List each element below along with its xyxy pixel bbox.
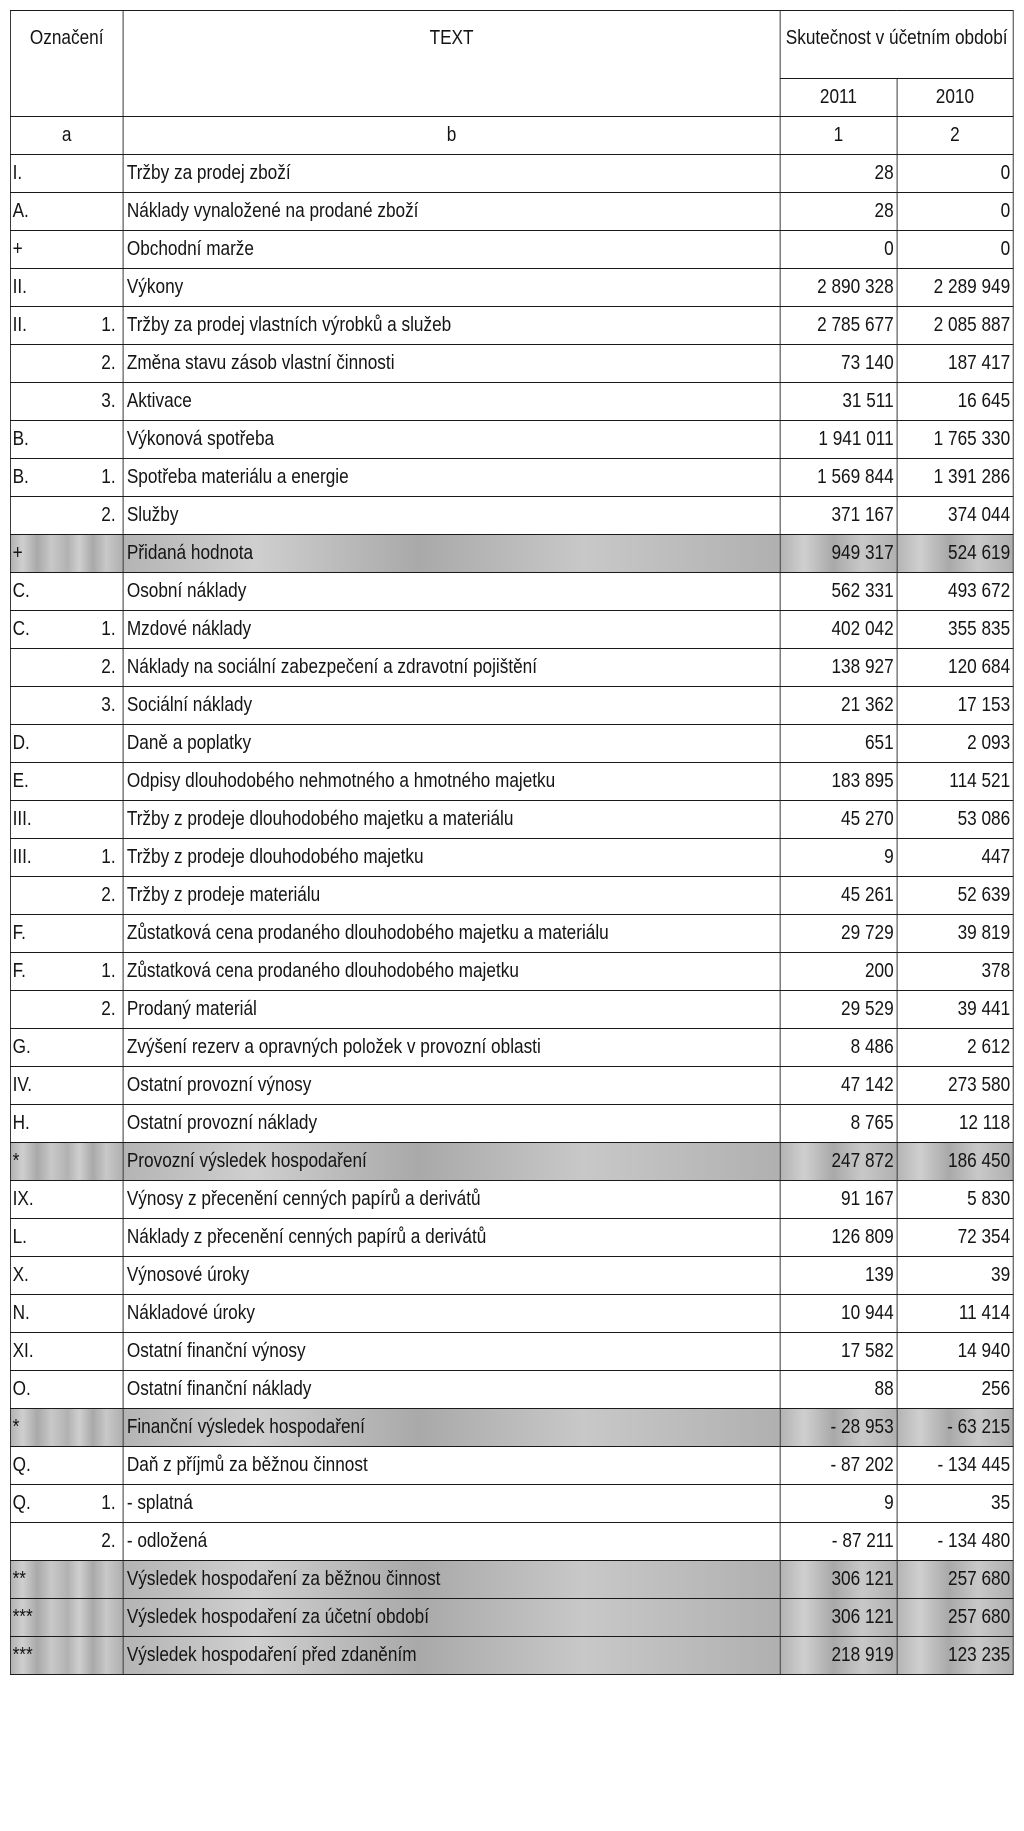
- row-mark: Q.: [10, 1485, 68, 1523]
- header-period: Skutečnost v účetním období: [780, 11, 1013, 79]
- row-text: Zůstatková cena prodaného dlouhodobého majetku a materiálu: [123, 915, 780, 953]
- row-value-2010: 39 441: [897, 991, 1014, 1029]
- table-body: [10, 155, 1013, 1675]
- row-text: Mzdové náklady: [123, 611, 780, 649]
- row-mark: [10, 497, 68, 535]
- row-mark: [10, 877, 68, 915]
- row-text: Změna stavu zásob vlastní činnosti: [123, 345, 780, 383]
- table-row: [10, 421, 1013, 459]
- row-mark: I.: [10, 155, 68, 193]
- row-mark: A.: [10, 193, 68, 231]
- row-value-2011: 21 362: [780, 687, 897, 725]
- row-text: Výnosy z přecenění cenných papírů a derivátů: [123, 1181, 780, 1219]
- row-text: Daně a poplatky: [123, 725, 780, 763]
- row-mark: [10, 345, 68, 383]
- row-value-2011: 10 944: [780, 1295, 897, 1333]
- row-mark: O.: [10, 1371, 68, 1409]
- row-value-2010: 123 235: [897, 1637, 1014, 1675]
- row-value-2010: 256: [897, 1371, 1014, 1409]
- row-value-2011: 562 331: [780, 573, 897, 611]
- row-value-2010: 378: [897, 953, 1014, 991]
- table-row: [10, 1181, 1013, 1219]
- row-text: Služby: [123, 497, 780, 535]
- row-value-2010: - 63 215: [897, 1409, 1014, 1447]
- row-subnumber: 2.: [68, 345, 123, 383]
- row-mark: +: [10, 535, 68, 573]
- table-row: [10, 1485, 1013, 1523]
- row-value-2010: 39 819: [897, 915, 1014, 953]
- row-text: Výsledek hospodaření za účetní období: [123, 1599, 780, 1637]
- row-mark: E.: [10, 763, 68, 801]
- row-subnumber: [68, 1143, 123, 1181]
- row-value-2011: 306 121: [780, 1599, 897, 1637]
- row-value-2011: 29 729: [780, 915, 897, 953]
- row-value-2010: 0: [897, 231, 1014, 269]
- row-value-2011: 247 872: [780, 1143, 897, 1181]
- row-text: Výkonová spotřeba: [123, 421, 780, 459]
- row-value-2010: 0: [897, 193, 1014, 231]
- row-value-2011: 88: [780, 1371, 897, 1409]
- row-mark: C.: [10, 573, 68, 611]
- table-row: [10, 497, 1013, 535]
- row-text: Výsledek hospodaření za běžnou činnost: [123, 1561, 780, 1599]
- header-letter-1: 1: [780, 117, 897, 155]
- row-value-2011: 0: [780, 231, 897, 269]
- table-row: [10, 1637, 1013, 1675]
- row-subnumber: [68, 725, 123, 763]
- row-text: Náklady na sociální zabezpečení a zdravotní pojištění: [123, 649, 780, 687]
- row-subnumber: 1.: [68, 839, 123, 877]
- row-text: Přidaná hodnota: [123, 535, 780, 573]
- row-text: Tržby za prodej vlastních výrobků a služeb: [123, 307, 780, 345]
- row-value-2011: 9: [780, 839, 897, 877]
- row-mark: L.: [10, 1219, 68, 1257]
- row-subnumber: [68, 193, 123, 231]
- header-mark: Označení: [10, 11, 123, 117]
- row-mark: [10, 991, 68, 1029]
- table-row: [10, 991, 1013, 1029]
- table-row: [10, 1105, 1013, 1143]
- row-value-2010: 16 645: [897, 383, 1014, 421]
- row-subnumber: [68, 1447, 123, 1485]
- row-value-2011: 139: [780, 1257, 897, 1295]
- row-mark: G.: [10, 1029, 68, 1067]
- row-subnumber: [68, 1067, 123, 1105]
- row-value-2011: - 87 202: [780, 1447, 897, 1485]
- row-value-2011: 45 261: [780, 877, 897, 915]
- table-row: [10, 1257, 1013, 1295]
- row-subnumber: 3.: [68, 687, 123, 725]
- row-value-2011: 9: [780, 1485, 897, 1523]
- row-value-2010: 2 093: [897, 725, 1014, 763]
- table-row: [10, 383, 1013, 421]
- table-row: [10, 1029, 1013, 1067]
- row-value-2010: 1 765 330: [897, 421, 1014, 459]
- row-mark: III.: [10, 839, 68, 877]
- row-text: Aktivace: [123, 383, 780, 421]
- table-row: [10, 1067, 1013, 1105]
- row-text: Osobní náklady: [123, 573, 780, 611]
- table-row: [10, 573, 1013, 611]
- row-mark: II.: [10, 307, 68, 345]
- row-value-2010: 35: [897, 1485, 1014, 1523]
- row-value-2011: 28: [780, 155, 897, 193]
- table-row: [10, 1561, 1013, 1599]
- table-header: [10, 11, 1013, 155]
- row-value-2011: 28: [780, 193, 897, 231]
- row-value-2011: 8 486: [780, 1029, 897, 1067]
- row-value-2011: 371 167: [780, 497, 897, 535]
- row-text: Spotřeba materiálu a energie: [123, 459, 780, 497]
- row-value-2010: 187 417: [897, 345, 1014, 383]
- row-mark: *: [10, 1143, 68, 1181]
- row-subnumber: 1.: [68, 459, 123, 497]
- row-value-2011: 29 529: [780, 991, 897, 1029]
- row-subnumber: [68, 1257, 123, 1295]
- row-subnumber: [68, 1599, 123, 1637]
- table-row: [10, 763, 1013, 801]
- row-subnumber: 2.: [68, 877, 123, 915]
- row-text: - splatná: [123, 1485, 780, 1523]
- row-value-2011: 1 941 011: [780, 421, 897, 459]
- row-text: Zvýšení rezerv a opravných položek v provozní oblasti: [123, 1029, 780, 1067]
- row-text: Prodaný materiál: [123, 991, 780, 1029]
- row-mark: B.: [10, 421, 68, 459]
- row-text: Tržby z prodeje materiálu: [123, 877, 780, 915]
- row-subnumber: 2.: [68, 1523, 123, 1561]
- table-row: [10, 1447, 1013, 1485]
- table-row: [10, 953, 1013, 991]
- row-value-2010: 257 680: [897, 1561, 1014, 1599]
- table-row: [10, 649, 1013, 687]
- table-row: [10, 1371, 1013, 1409]
- row-subnumber: 1.: [68, 611, 123, 649]
- row-text: Tržby z prodeje dlouhodobého majetku: [123, 839, 780, 877]
- row-value-2010: 5 830: [897, 1181, 1014, 1219]
- row-mark: ***: [10, 1637, 68, 1675]
- row-value-2011: - 28 953: [780, 1409, 897, 1447]
- row-value-2011: 31 511: [780, 383, 897, 421]
- row-value-2011: 138 927: [780, 649, 897, 687]
- row-subnumber: [68, 269, 123, 307]
- row-subnumber: [68, 1409, 123, 1447]
- table-row: [10, 193, 1013, 231]
- row-value-2010: 1 391 286: [897, 459, 1014, 497]
- row-mark: XI.: [10, 1333, 68, 1371]
- row-value-2010: 186 450: [897, 1143, 1014, 1181]
- row-value-2010: 120 684: [897, 649, 1014, 687]
- header-text: TEXT: [123, 11, 780, 117]
- row-mark: [10, 687, 68, 725]
- row-mark: [10, 1523, 68, 1561]
- row-subnumber: 2.: [68, 649, 123, 687]
- row-mark: F.: [10, 915, 68, 953]
- table-row: [10, 1599, 1013, 1637]
- row-mark: *: [10, 1409, 68, 1447]
- table-row: [10, 687, 1013, 725]
- row-text: Sociální náklady: [123, 687, 780, 725]
- row-value-2010: - 134 480: [897, 1523, 1014, 1561]
- row-value-2011: 2 785 677: [780, 307, 897, 345]
- row-subnumber: [68, 155, 123, 193]
- table-row: [10, 877, 1013, 915]
- row-text: Ostatní provozní náklady: [123, 1105, 780, 1143]
- row-text: Obchodní marže: [123, 231, 780, 269]
- table-row: [10, 801, 1013, 839]
- row-subnumber: [68, 801, 123, 839]
- row-value-2010: 524 619: [897, 535, 1014, 573]
- row-text: Výnosové úroky: [123, 1257, 780, 1295]
- row-mark: [10, 383, 68, 421]
- row-subnumber: [68, 1371, 123, 1409]
- table-row: [10, 307, 1013, 345]
- row-subnumber: 2.: [68, 991, 123, 1029]
- row-value-2011: 45 270: [780, 801, 897, 839]
- row-value-2010: 0: [897, 155, 1014, 193]
- row-text: Ostatní provozní výnosy: [123, 1067, 780, 1105]
- header-letter-b: b: [123, 117, 780, 155]
- row-text: Výsledek hospodaření před zdaněním: [123, 1637, 780, 1675]
- row-value-2011: 200: [780, 953, 897, 991]
- row-value-2010: 114 521: [897, 763, 1014, 801]
- row-text: Finanční výsledek hospodaření: [123, 1409, 780, 1447]
- row-mark: N.: [10, 1295, 68, 1333]
- row-mark: III.: [10, 801, 68, 839]
- row-subnumber: [68, 1295, 123, 1333]
- row-value-2011: 949 317: [780, 535, 897, 573]
- row-subnumber: [68, 231, 123, 269]
- row-text: Ostatní finanční náklady: [123, 1371, 780, 1409]
- row-value-2011: 17 582: [780, 1333, 897, 1371]
- row-mark: [10, 649, 68, 687]
- row-value-2010: 493 672: [897, 573, 1014, 611]
- row-value-2010: 273 580: [897, 1067, 1014, 1105]
- row-value-2010: 11 414: [897, 1295, 1014, 1333]
- row-value-2011: 218 919: [780, 1637, 897, 1675]
- table-row: [10, 1295, 1013, 1333]
- header-letter-a: a: [10, 117, 123, 155]
- row-subnumber: [68, 535, 123, 573]
- row-value-2010: 53 086: [897, 801, 1014, 839]
- header-letter-2: 2: [897, 117, 1014, 155]
- row-mark: II.: [10, 269, 68, 307]
- row-text: Odpisy dlouhodobého nehmotného a hmotného majetku: [123, 763, 780, 801]
- table-row: [10, 1143, 1013, 1181]
- row-value-2010: 72 354: [897, 1219, 1014, 1257]
- table-row: [10, 725, 1013, 763]
- row-subnumber: [68, 1029, 123, 1067]
- row-text: Náklady z přecenění cenných papírů a derivátů: [123, 1219, 780, 1257]
- row-mark: F.: [10, 953, 68, 991]
- table-row: [10, 535, 1013, 573]
- row-subnumber: [68, 1181, 123, 1219]
- row-mark: Q.: [10, 1447, 68, 1485]
- row-value-2010: 12 118: [897, 1105, 1014, 1143]
- row-value-2010: 2 289 949: [897, 269, 1014, 307]
- row-subnumber: [68, 573, 123, 611]
- table-row: [10, 915, 1013, 953]
- row-value-2011: - 87 211: [780, 1523, 897, 1561]
- header-year-previous: 2010: [897, 79, 1014, 117]
- row-value-2010: 2 085 887: [897, 307, 1014, 345]
- row-value-2011: 91 167: [780, 1181, 897, 1219]
- row-subnumber: 3.: [68, 383, 123, 421]
- row-value-2010: 374 044: [897, 497, 1014, 535]
- income-statement-table: [10, 10, 1014, 1675]
- row-value-2010: - 134 445: [897, 1447, 1014, 1485]
- table-row: [10, 345, 1013, 383]
- table-row: [10, 1523, 1013, 1561]
- row-subnumber: 1.: [68, 953, 123, 991]
- row-text: Provozní výsledek hospodaření: [123, 1143, 780, 1181]
- row-text: Daň z příjmů za běžnou činnost: [123, 1447, 780, 1485]
- table-row: [10, 839, 1013, 877]
- table-row: [10, 611, 1013, 649]
- row-value-2010: 447: [897, 839, 1014, 877]
- row-text: Náklady vynaložené na prodané zboží: [123, 193, 780, 231]
- row-text: - odložená: [123, 1523, 780, 1561]
- row-value-2010: 257 680: [897, 1599, 1014, 1637]
- row-value-2010: 355 835: [897, 611, 1014, 649]
- row-mark: X.: [10, 1257, 68, 1295]
- row-text: Tržby za prodej zboží: [123, 155, 780, 193]
- row-value-2011: 183 895: [780, 763, 897, 801]
- table-row: [10, 269, 1013, 307]
- row-value-2011: 306 121: [780, 1561, 897, 1599]
- row-mark: IX.: [10, 1181, 68, 1219]
- row-text: Ostatní finanční výnosy: [123, 1333, 780, 1371]
- row-subnumber: 2.: [68, 497, 123, 535]
- row-subnumber: 1.: [68, 307, 123, 345]
- row-subnumber: [68, 763, 123, 801]
- row-value-2011: 2 890 328: [780, 269, 897, 307]
- row-subnumber: [68, 1219, 123, 1257]
- row-subnumber: [68, 1105, 123, 1143]
- table-row: [10, 1333, 1013, 1371]
- table-row: [10, 155, 1013, 193]
- table-row: [10, 231, 1013, 269]
- row-subnumber: 1.: [68, 1485, 123, 1523]
- row-text: Nákladové úroky: [123, 1295, 780, 1333]
- row-subnumber: [68, 1637, 123, 1675]
- table-row: [10, 1409, 1013, 1447]
- row-mark: +: [10, 231, 68, 269]
- row-subnumber: [68, 421, 123, 459]
- row-subnumber: [68, 1561, 123, 1599]
- row-value-2011: 402 042: [780, 611, 897, 649]
- row-subnumber: [68, 1333, 123, 1371]
- row-value-2010: 52 639: [897, 877, 1014, 915]
- row-mark: ***: [10, 1599, 68, 1637]
- row-text: Výkony: [123, 269, 780, 307]
- row-text: Tržby z prodeje dlouhodobého majetku a materiálu: [123, 801, 780, 839]
- row-value-2010: 2 612: [897, 1029, 1014, 1067]
- row-text: Zůstatková cena prodaného dlouhodobého majetku: [123, 953, 780, 991]
- row-value-2010: 17 153: [897, 687, 1014, 725]
- row-mark: D.: [10, 725, 68, 763]
- row-mark: C.: [10, 611, 68, 649]
- row-mark: IV.: [10, 1067, 68, 1105]
- row-value-2011: 126 809: [780, 1219, 897, 1257]
- row-value-2011: 1 569 844: [780, 459, 897, 497]
- table-row: [10, 1219, 1013, 1257]
- row-mark: **: [10, 1561, 68, 1599]
- row-value-2011: 47 142: [780, 1067, 897, 1105]
- row-value-2010: 14 940: [897, 1333, 1014, 1371]
- row-value-2011: 651: [780, 725, 897, 763]
- row-mark: H.: [10, 1105, 68, 1143]
- row-mark: B.: [10, 459, 68, 497]
- header-year-current: 2011: [780, 79, 897, 117]
- row-value-2011: 73 140: [780, 345, 897, 383]
- row-subnumber: [68, 915, 123, 953]
- row-value-2011: 8 765: [780, 1105, 897, 1143]
- table-row: [10, 459, 1013, 497]
- row-value-2010: 39: [897, 1257, 1014, 1295]
